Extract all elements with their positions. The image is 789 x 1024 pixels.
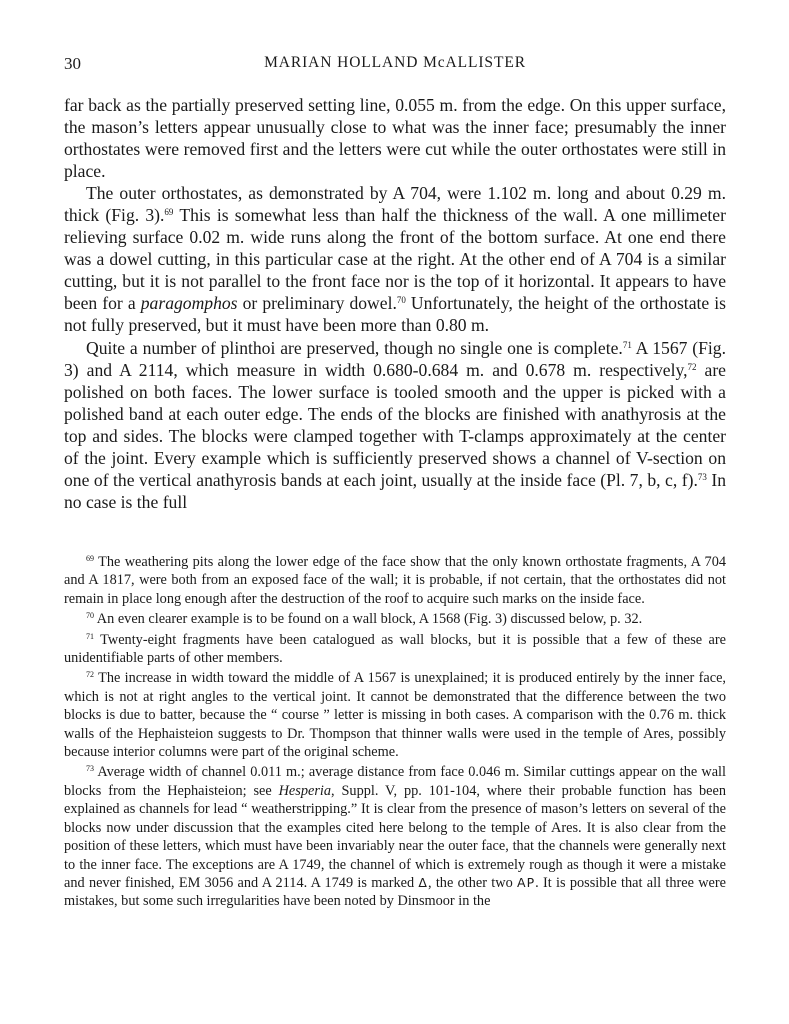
footnote-text-1: Average width of channel 0.011 m.; average distance from face 0.046 m. Similar cuttings appear on the wall blocks from the Hephaisteion; see [64,764,726,799]
paragraph-3 [64,337,726,513]
footnote-69 [64,553,726,608]
footnote-text: The weathering pits along the lower edge of the face show that the only known orthostate fragments, A 704 and A 1817, were both from an exposed face of the wall; it is probable, if not certain, that the orthostates did not remain in place long enough after the destruction of the roof to acquire such marks on the inside face. [64,554,726,607]
mason-letter-delta: Δ [418,874,428,890]
paragraph-3-text-3: are polished on both faces. The lower surface is tooled smooth and the upper is picked with a polished band at each outer edge. The ends of the blocks are finished with anathyrosis at the top and sides. The blocks were clamped together with T-clamps approximately at the center of the joint. Every example which is sufficiently preserved shows a channel of V-section on one of the vertical anathyrosis bands at each joint, usually at the inside face (Pl. 7, b, c, f). [64,359,726,490]
footnote-number: 71 [86,631,94,641]
paragraph-2-text-2: This is somewhat less than half the thickness of the wall. A one millimeter relieving surface 0.02 m. wide runs along the front of the bottom surface. At one end there was a dowel cutting, in this particular case at the right. At the other end of A 704 is a similar cutting, but it is not parallel to the front face nor is the top of it horizontal. It appears to have been for a [64,205,726,314]
paragraph-2-text-1: The outer orthostates, as demonstrated by A 704, were 1.102 m. long and about 0.29 m. thick (Fig. 3). [64,183,726,226]
footnote-text: Twenty-eight fragments have been catalogued as wall blocks, but it is possible that a few of these are unidentifiable parts of other members. [64,631,726,667]
footnote-text-3: , the other two [427,874,518,891]
paragraph-3-text-4: In no case is the full [64,469,726,512]
footnote-ref-73: 73 [697,471,707,482]
footnote-text-4: . It is possible that all three were mistakes, but some such irregularities have been noted by Dinsmoor in the [64,874,726,910]
footnote-text: An even clearer example is to be found on a wall block, A 1568 (Fig. 3) discussed below, p. 32. [94,611,643,628]
paragraph-2 [64,182,726,336]
footnote-70 [64,610,726,628]
footnote-ref-71: 71 [622,339,632,350]
footnote-text: The increase in width toward the middle of A 1567 is unexplained; it is produced entirely by the inner face, which is not at right angles to the vertical joint. It cannot be demonstrated that the difference between the two blocks is due to batter, because the “ course ” letter is missing in both cases. A comparison with the 0.76 m. thick walls of the Hephaisteion suggests to Dr. Thompson that thinner walls were used in the temple of Ares, possibly because interior columns were part of the original scheme. [64,670,726,761]
paragraph-1-text: far back as the partially preserved setting line, 0.055 m. from the edge. On this upper surface, the mason’s letters appear unusually close to what was the inner face; presumably the inner orthostates were removed first and the letters were cut while the outer orthostates were still in place. [64,95,726,182]
footnote-ref-69: 69 [164,207,174,218]
running-head: MARIAN HOLLAND McALLISTER [264,54,526,71]
footnote-ref-70: 70 [396,295,406,306]
body-text [64,94,726,513]
footnote-italic: Hesperia [278,782,332,799]
footnotes [64,553,726,913]
footnote-71 [64,631,726,668]
page-header [64,54,726,80]
mason-letters-ap: ΑΡ [517,874,536,890]
paragraph-2-text-3: or preliminary dowel. [237,293,397,314]
footnote-73 [64,763,726,910]
paragraph-2-text-4: Unfortunately, the height of the orthostate is not fully preserved, but it must have been more than 0.80 m. [64,293,727,336]
footnote-number: 73 [86,764,94,774]
paragraph-1 [64,94,726,182]
page-number: 30 [64,54,81,73]
paragraph-3-text-1: Quite a number of plinthoi are preserved, though no single one is complete. [86,337,623,358]
paragraph-3-text-2: A 1567 (Fig. 3) and A 2114, which measure in width 0.680-0.684 m. and 0.678 m. respectively, [64,337,726,380]
footnote-number: 70 [86,611,94,621]
footnote-72 [64,669,726,761]
footnote-number: 72 [86,670,94,680]
footnote-number: 69 [86,554,94,563]
footnote-text-2: , Suppl. V, pp. 101-104, where their probable function has been explained as channels for lead “ weatherstripping.” It is clear from the presence of mason’s letters on several of the blocks now under discussion that the examples cited here belong to the temple of Ares. It is also clear from the position of these letters, which must have been invariably near the outer face, that the channels were generally next to the inner face. The exceptions are A 1749, the channel of which is extremely rough as though it were a mistake and never finished, EM 3056 and A 2114. A 1749 is marked [64,782,726,891]
paragraph-2-italic: paragomphos [140,293,238,314]
footnote-ref-72: 72 [687,361,697,372]
